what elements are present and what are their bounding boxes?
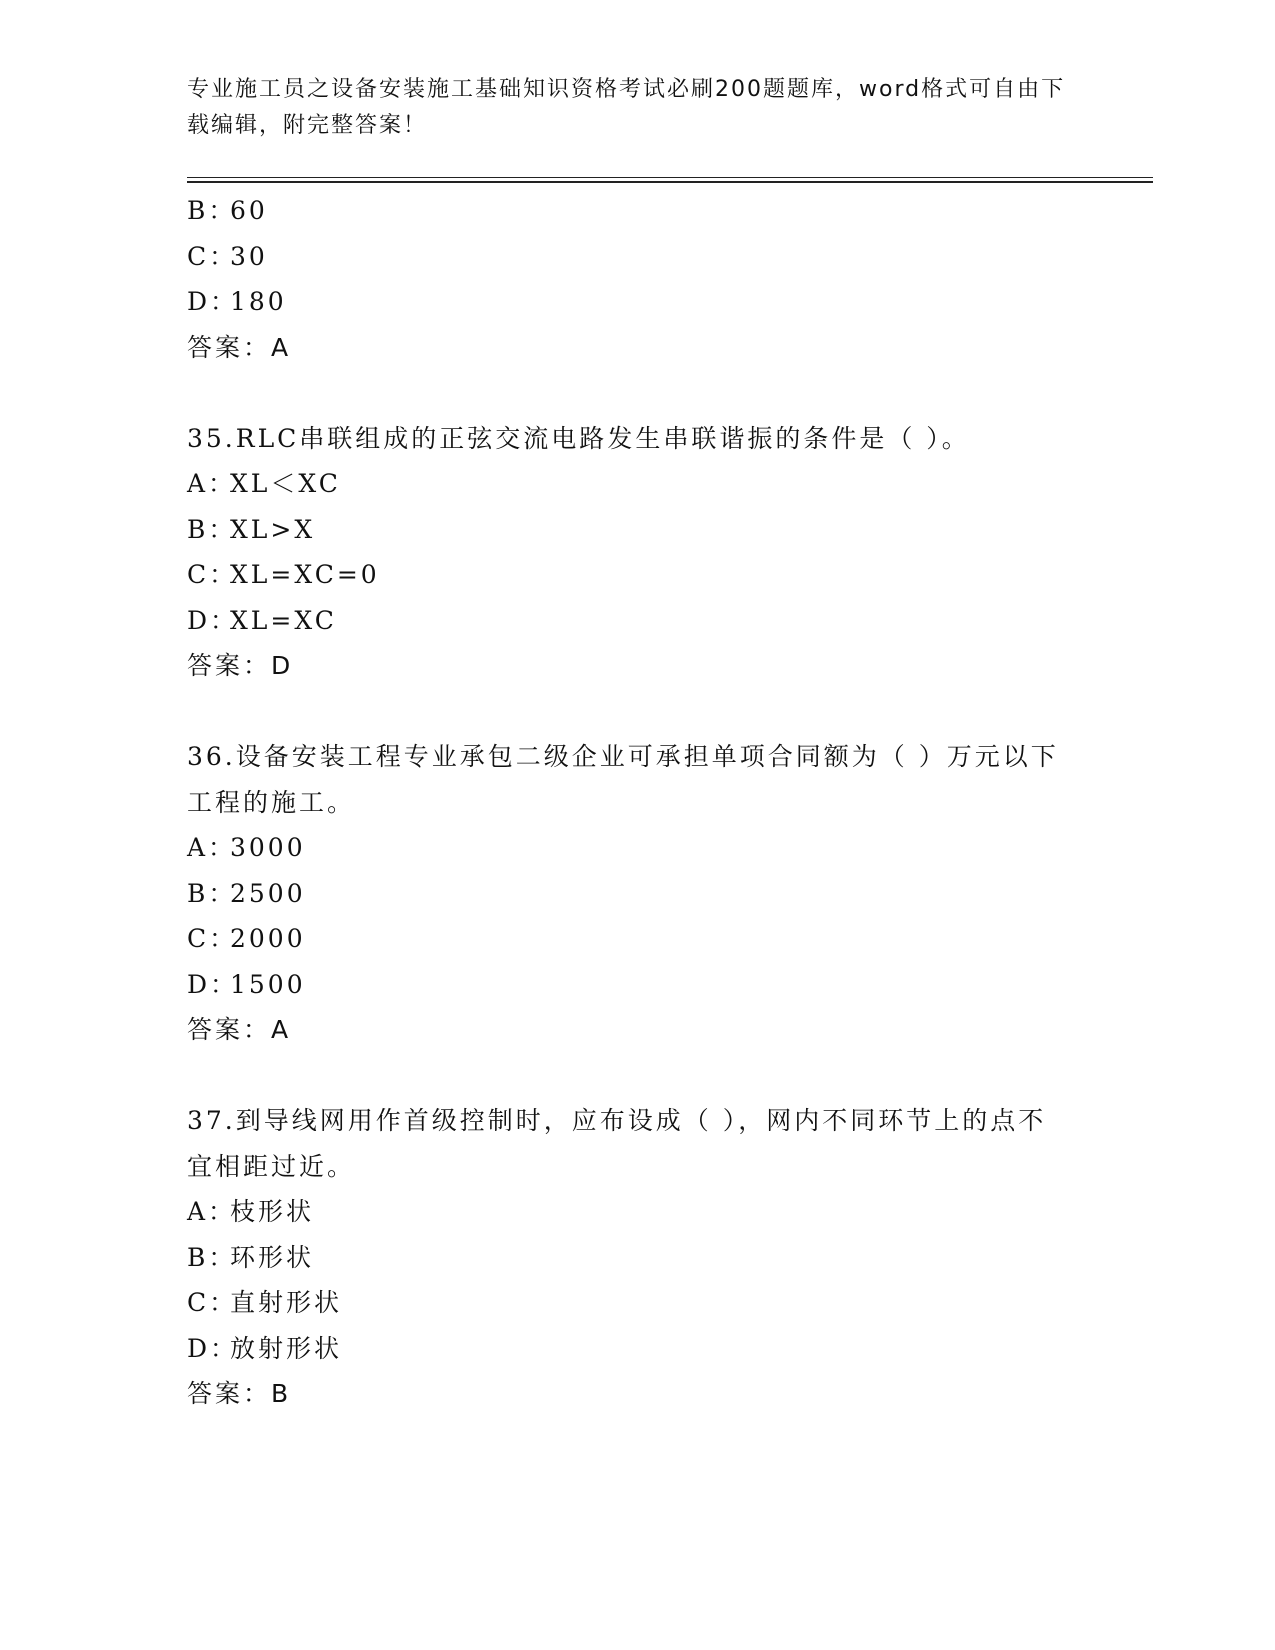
option-text: XL>X: [230, 514, 316, 544]
option-text: 30: [230, 241, 268, 271]
option-letter: B：: [187, 1242, 237, 1272]
option-c: [187, 552, 1067, 598]
answer-line: 答案：D: [187, 651, 294, 680]
option-text: 环形状: [230, 1242, 315, 1272]
question-35: [187, 416, 1067, 689]
option-letter: D：: [187, 287, 239, 316]
answer-line: 答案：A: [187, 1015, 292, 1044]
option-c: [187, 234, 1067, 280]
option-a: [187, 461, 1067, 507]
option-letter: C：: [187, 560, 238, 589]
option-text: 180: [230, 287, 287, 316]
option-d: [187, 279, 1067, 325]
option-d: [187, 1326, 1067, 1372]
option-letter: D：: [187, 969, 239, 999]
header-divider-top: [187, 177, 1153, 178]
option-letter: A：: [187, 1197, 237, 1226]
answer-line: 答案：B: [187, 1379, 292, 1408]
question-content: [187, 188, 1067, 1417]
option-letter: B：: [187, 878, 237, 908]
option-text: 2500: [230, 878, 306, 908]
option-text: 枝形状: [230, 1197, 315, 1226]
header-divider-bottom: [187, 181, 1153, 183]
option-text: 2000: [230, 924, 306, 953]
option-a: [187, 1189, 1067, 1235]
option-text: 60: [230, 196, 268, 225]
option-b: [187, 1235, 1067, 1281]
answer-line: 答案：A: [187, 332, 292, 362]
question-36: [187, 734, 1067, 1053]
option-b: [187, 188, 1067, 234]
option-c: [187, 916, 1067, 962]
option-text: XL=XC=0: [230, 560, 380, 589]
spacer: [187, 370, 1067, 416]
question-37: [187, 1098, 1067, 1417]
option-text: 放射形状: [230, 1333, 343, 1363]
option-text: XL=XC: [230, 605, 337, 635]
option-letter: B：: [187, 196, 237, 225]
spacer: [187, 1053, 1067, 1099]
previous-question-tail: [187, 188, 1067, 370]
document-header: 专业施工员之设备安装施工基础知识资格考试必刷200题题库，word格式可自由下载编辑，附完整答案！: [187, 77, 1066, 138]
option-text: XL＜XC: [230, 469, 341, 498]
option-text: 3000: [230, 833, 306, 862]
option-b: [187, 507, 1067, 553]
question-stem: 37.到导线网用作首级控制时，应布设成（ ），网内不同环节上的点不宜相距过近。: [187, 1106, 1047, 1181]
option-text: 直射形状: [230, 1288, 343, 1317]
question-stem: 35.RLC串联组成的正弦交流电路发生串联谐振的条件是（ ）。: [187, 423, 970, 453]
option-b: [187, 871, 1067, 917]
spacer: [187, 689, 1067, 735]
option-letter: C：: [187, 924, 238, 953]
option-letter: A：: [187, 833, 237, 862]
option-d: [187, 962, 1067, 1008]
option-a: [187, 825, 1067, 871]
option-letter: D：: [187, 605, 239, 635]
option-c: [187, 1280, 1067, 1326]
option-letter: C：: [187, 1288, 238, 1317]
option-letter: C：: [187, 241, 238, 271]
question-stem: 36.设备安装工程专业承包二级企业可承担单项合同额为（ ）万元以下工程的施工。: [187, 742, 1059, 817]
option-d: [187, 598, 1067, 644]
option-letter: B：: [187, 514, 237, 544]
option-text: 1500: [230, 969, 306, 999]
option-letter: D：: [187, 1333, 239, 1363]
option-letter: A：: [187, 469, 237, 498]
